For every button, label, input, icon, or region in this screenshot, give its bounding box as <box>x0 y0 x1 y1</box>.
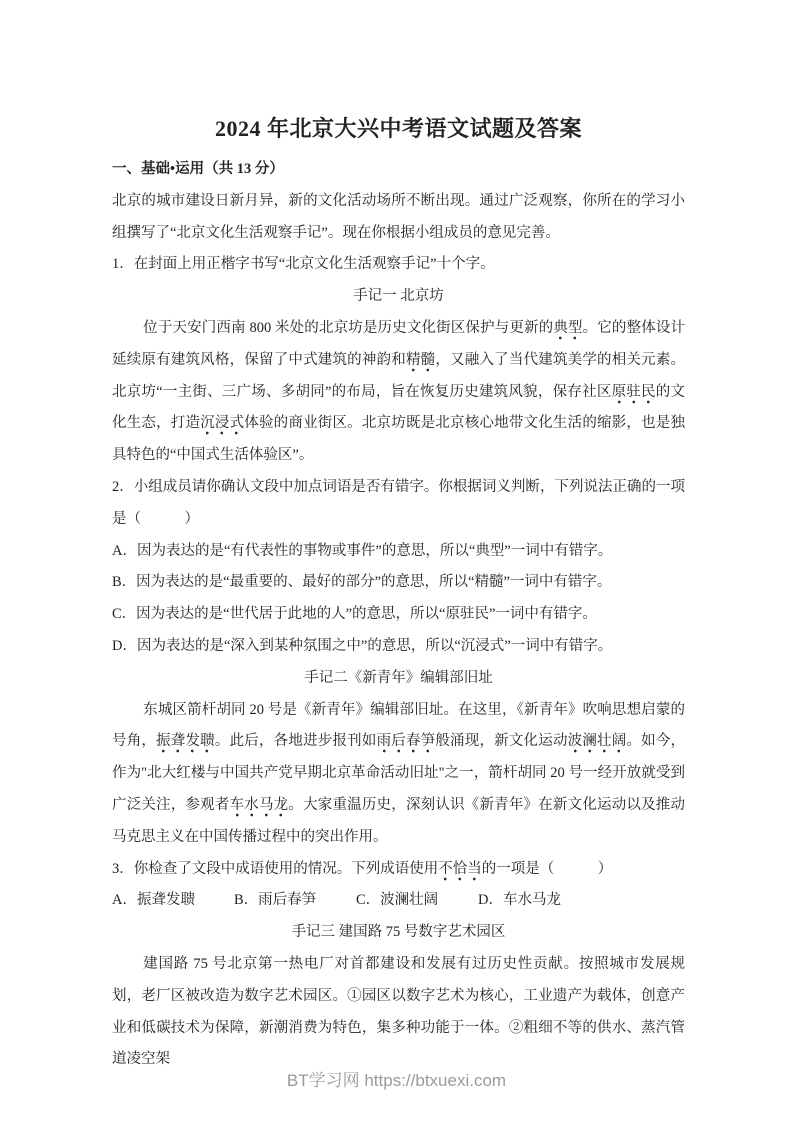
text-run: D．因为表达的是“深入到某种氛围之中”的意思，所以“沉浸式”一词中有错字。 <box>112 637 613 654</box>
emphasized-term: 精髓 <box>406 352 435 372</box>
text-run: 。它的整体设计延续原有建筑风格，保留了中式建筑的神韵和 <box>112 319 686 368</box>
option-item: A．振聋发聩 <box>112 892 195 909</box>
text-run: 手记一 北京坊 <box>353 288 444 305</box>
text-run: ，又融入了当代建筑美学的相关元素。北京坊“一主街、三广场、多胡同”的布局，旨在恢复历史建筑风貌，保存社区 <box>112 351 686 400</box>
text-run: 。如今，作为"北大红楼与中国共产党早期北京革命活动旧址"之一，箭杆胡同 20 号一经开放就受到广泛关注，参观者 <box>112 733 686 813</box>
text-run: 东城区箭杆胡同 20 号是《新青年》编辑部旧址。在这里，《新青年》吹响思想启蒙的号角， <box>112 701 685 750</box>
emphasized-term: 车水马龙 <box>230 797 289 817</box>
question-2 <box>112 472 685 536</box>
emphasized-term: 雨后春笋 <box>377 733 436 753</box>
text-run: 3．你检查了文段中成语使用的情况。下列成语使用 <box>112 860 439 877</box>
q2-option-a <box>112 536 685 568</box>
text-run: 。此后，各地进步报刊如 <box>214 733 377 750</box>
section-heading <box>112 154 685 186</box>
note3-title <box>112 917 685 949</box>
text-run: 建国路 75 号北京第一热电厂对首都建设和发展有过历史性贡献。按照城市发展规划，老厂区被改造为数字艺术园区。①园区以数字艺术为核心，工业遗产为载体，创意产业和低碳技术为保障，新潮消费为特色，集多种功能于一体。②粗细不等的供水、蒸汽管道凌空架 <box>112 955 685 1068</box>
q2-option-c <box>112 599 685 631</box>
emphasized-term: 振聋发聩 <box>156 733 215 753</box>
note2-paragraph <box>112 695 685 854</box>
text-run: 位于天安门西南 800 米处的北京坊是历史文化街区保护与更新的 <box>143 319 554 336</box>
emphasized-term: 原驻民 <box>612 384 656 404</box>
text-run: 一、基础•运用（共 13 分） <box>112 161 284 177</box>
option-item: D．车水马龙 <box>478 892 561 909</box>
option-item: C．波澜壮阔 <box>356 892 439 909</box>
text-run: B．因为表达的是“最重要的、最好的部分”的意思，所以“精髓”一词中有错字。 <box>112 574 612 591</box>
q2-option-b <box>112 567 685 599</box>
note1-title <box>112 281 685 313</box>
emphasized-term: 波澜壮阔 <box>568 733 627 753</box>
option-item: B．雨后春笋 <box>234 892 317 909</box>
note1-paragraph <box>112 313 685 472</box>
q2-option-d <box>112 631 685 663</box>
text-run: 。大家重温历史，深刻认识《新青年》在新文化运动以及推动马克思主义在中国传播过程中的突出作用。 <box>112 796 686 845</box>
note3-paragraph <box>112 949 685 1076</box>
question-3 <box>112 854 685 886</box>
text-run: A．因为表达的是“有代表性的事物或事件”的意思，所以“典型”一词中有错字。 <box>112 542 613 559</box>
text-run: 的一项是（ ） <box>481 860 613 877</box>
text-run: 手记三 建国路 75 号数字艺术园区 <box>291 924 506 941</box>
note2-title <box>112 663 685 695</box>
text-run: 般涌现，新文化运动 <box>435 733 568 750</box>
intro-paragraph <box>112 186 685 250</box>
document-body <box>112 154 685 1076</box>
emphasized-term: 典型 <box>553 320 582 340</box>
site-watermark: BT学习网 https://btxuexi.com <box>286 1071 507 1090</box>
text-run: 2．小组成员请你确认文段中加点词语是否有错字。你根据词义判断，下列说法正确的一项是（ ） <box>112 478 685 527</box>
emphasized-term: 不恰当 <box>438 861 482 881</box>
text-run: 体验的商业街区。北京坊既是北京核心地带文化生活的缩影，也是独具特色的“中国式生活体验区”。 <box>112 415 686 464</box>
text-run: C．因为表达的是“世代居于此地的人”的意思，所以“原驻民”一词中有错字。 <box>112 606 597 623</box>
text-run: 1．在封面上用正楷字书写“北京文化生活观察手记”十个字。 <box>112 256 495 273</box>
question-1 <box>112 249 685 281</box>
text-run: 的文化生态，打造 <box>112 383 685 432</box>
document-title: 2024 年北京大兴中考语文试题及答案 <box>214 116 582 141</box>
emphasized-term: 沉浸式 <box>200 415 244 435</box>
q3-options-row <box>112 885 685 917</box>
text-run: 北京的城市建设日新月异，新的文化活动场所不断出现。通过广泛观察，你所在的学习小组撰写了“北京文化生活观察手记”。现在你根据小组成员的意见完善。 <box>112 192 685 241</box>
text-run: 手记二《新青年》编辑部旧址 <box>304 669 493 686</box>
